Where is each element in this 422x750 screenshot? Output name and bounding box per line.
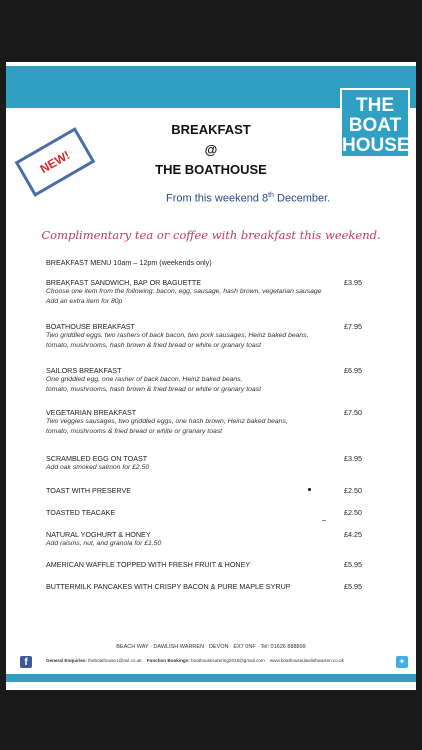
item-price: £5.95 <box>344 560 362 569</box>
subtitle-sup: th <box>268 192 274 199</box>
menu-sheet <box>6 62 416 690</box>
item-desc: Two veggies sausages, two griddled eggs, one hash brown, Heinz baked beans, <box>46 418 288 425</box>
item-name: NATURAL YOGHURT & HONEY <box>46 530 151 539</box>
menu-item <box>46 454 362 473</box>
new-badge-text: NEW! <box>37 147 73 177</box>
menu-item <box>46 508 362 517</box>
heading-line-3: THE BOATHOUSE <box>155 162 267 177</box>
heading-line-1: BREAKFAST <box>171 122 251 137</box>
footer-address: BEACH WAY · DAWLISH WARREN · DEVON · EX7 0NF · Tel: 01626 888899 <box>116 644 306 650</box>
item-name: BREAKFAST SANDWICH, BAP OR BAGUETTE <box>46 278 202 287</box>
menu-item <box>46 530 362 549</box>
item-name: TOASTED TEACAKE <box>46 508 116 517</box>
menu-item <box>46 322 362 351</box>
function-label: Function Bookings: <box>146 658 190 663</box>
item-name: VEGETARIAN BREAKFAST <box>46 408 137 417</box>
item-desc: Add raisins, nut, and granola for £1.50 <box>46 540 162 547</box>
item-price: £3.95 <box>344 454 362 463</box>
date-subtitle <box>166 192 330 205</box>
item-price: £2.50 <box>344 508 362 517</box>
menu-item <box>46 560 362 569</box>
item-name: BUTTERMILK PANCAKES WITH CRISPY BACON & PURE MAPLE SYRUP <box>46 582 291 591</box>
item-desc: tomato, mushrooms, hash brown & fried bread or white or granary toast <box>46 386 261 393</box>
website-link[interactable]: www.boathousedawlishwarren.co.uk <box>269 658 344 663</box>
item-price: £6.95 <box>344 366 362 375</box>
item-desc: Choose one item from the following: bacon, egg, sausage, hash brown, vegetarian sausage <box>46 288 322 295</box>
item-price: £2.50 <box>344 486 362 495</box>
item-name: AMERICAN WAFFLE TOPPED WITH FRESH FRUIT & HONEY <box>46 560 251 569</box>
logo-line-2: BOAT <box>348 115 402 136</box>
general-email[interactable]: theboathouse1@aol.co.uk <box>88 658 142 663</box>
item-price: £7.95 <box>344 322 362 331</box>
item-name: SAILORS BREAKFAST <box>46 366 122 375</box>
item-price: £5.95 <box>344 582 362 591</box>
item-name: BOATHOUSE BREAKFAST <box>46 322 135 331</box>
logo-line-3: HOUSE <box>342 135 410 156</box>
item-name: SCRAMBLED EGG ON TOAST <box>46 454 148 463</box>
menu-item <box>46 486 362 495</box>
stray-dot <box>308 488 311 491</box>
item-price: £7.50 <box>344 408 362 417</box>
promo-text: Complimentary tea or coffee with breakfast this weekend. <box>41 228 381 242</box>
general-label: General Enquiries: <box>46 658 87 663</box>
item-desc: Two griddled eggs, two rashers of back bacon, two pork sausages, Heinz baked beans, <box>46 332 309 339</box>
menu-item <box>46 582 362 591</box>
stray-dash <box>322 520 326 521</box>
item-desc: tomato, mushrooms & fried bread or white or granary toast <box>46 428 223 435</box>
subtitle-suffix: December. <box>273 192 331 205</box>
function-email[interactable]: boathousecatering2015@gmail.com <box>191 658 265 663</box>
item-price: £3.95 <box>344 278 362 287</box>
bottom-band <box>6 674 416 682</box>
item-desc: Add oak smoked salmon for £2.50 <box>46 464 150 471</box>
item-desc: Add an extra item for 80p <box>46 298 123 305</box>
heading-line-2: @ <box>204 142 218 157</box>
item-desc: One griddled egg, one rasher of back bacon, Heinz baked beans, <box>46 376 243 383</box>
item-name: TOAST WITH PRESERVE <box>46 486 132 495</box>
subtitle-prefix: From this weekend 8 <box>166 192 269 205</box>
footer-contacts <box>46 658 344 663</box>
item-price: £4.25 <box>344 530 362 539</box>
item-desc: tomato, mushrooms, hash brown & fried bread or white or granary toast <box>46 342 261 349</box>
facebook-icon[interactable]: f <box>20 656 32 668</box>
menu-header: BREAKFAST MENU 10am – 12pm (weekends only) <box>46 258 212 267</box>
logo-line-1: THE <box>356 95 394 116</box>
menu-item <box>46 366 362 395</box>
menu-item <box>46 408 362 437</box>
twitter-icon[interactable]: ✦ <box>396 656 408 668</box>
menu-item <box>46 278 362 307</box>
